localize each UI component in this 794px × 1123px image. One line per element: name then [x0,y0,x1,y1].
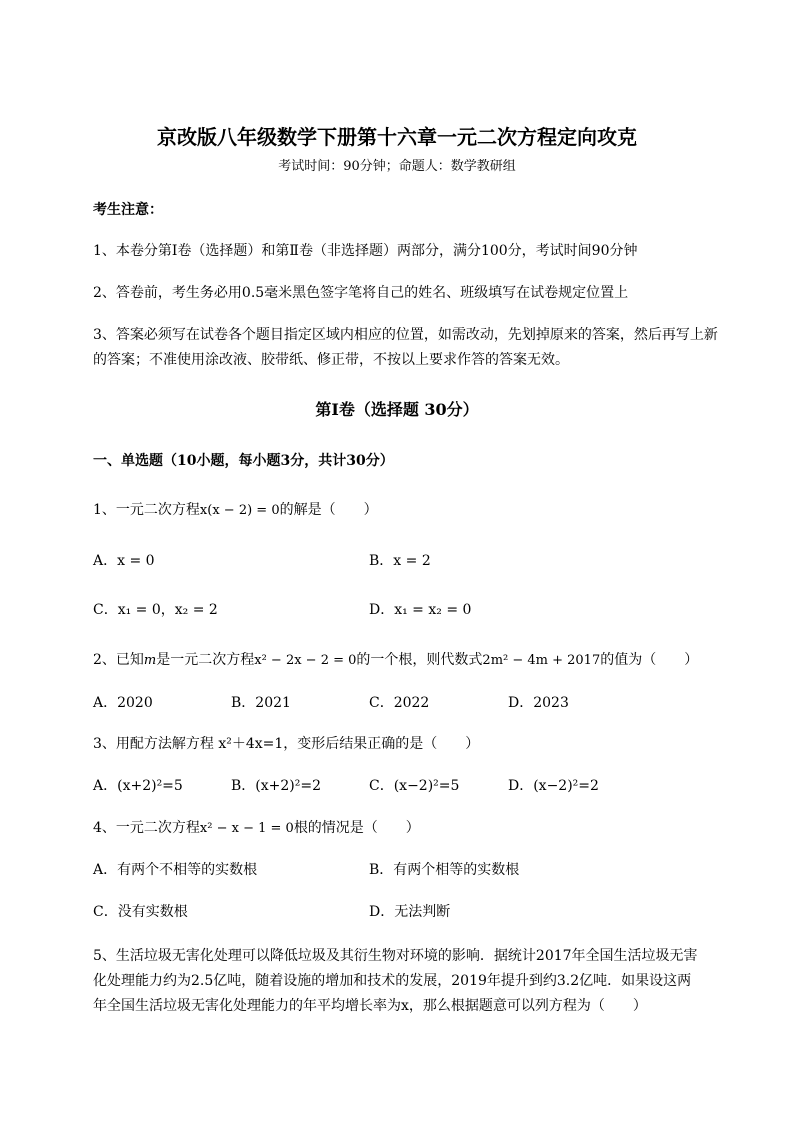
question-3-option-a: A．(x+2)²=5 [93,778,183,794]
question-4-option-b: B．有两个相等的实数根 [369,862,520,878]
question-2-option-c: C．2022 [369,695,430,711]
question-1-text-b: 的解是（ ） [279,502,378,518]
question-4-text-b: 根的情况是（ ） [293,820,420,836]
question-2-option-b: B．2021 [231,695,291,711]
notice-item-1: 1、本卷分第I卷（选择题）和第Ⅱ卷（非选择题）两部分，满分100分，考试时间90分钟 [93,243,638,259]
question-1-option-c: C．x₁ = 0，x₂ = 2 [93,602,218,618]
question-3-stem: 3、用配方法解方程 x²＋4x=1，变形后结果正确的是（ ） [93,736,480,752]
question-1-option-d: D．x₁ = x₂ = 0 [369,602,472,618]
question-2-stem [93,651,698,670]
question-1-stem [93,501,378,520]
question-1-text-a: 1、一元二次方程 [93,502,200,518]
notice-item-2: 2、答卷前，考生务必用0.5毫米黑色签字笔将自己的姓名、班级填写在试卷规定位置上 [93,285,629,301]
question-2-option-d: D．2023 [508,695,569,711]
notice-item-3-cont: 的答案；不准使用涂改液、胶带纸、修正带，不按以上要求作答的答案无效。 [93,352,569,368]
notice-item-3: 3、答案必须写在试卷各个题目指定区域内相应的位置，如需改动，先划掉原来的答案，然后再写上新 [93,327,718,343]
question-2-equation: x² − 2x − 2 = 0 [254,653,357,668]
question-4-equation: x² − x − 1 = 0 [199,821,294,836]
question-2-expression: 2m² − 4m + 2017 [482,653,601,668]
question-2-text-d: 的值为（ ） [600,652,699,668]
question-2-text-b: 是一元二次方程 [156,652,255,668]
exam-meta: 考试时间：90分钟；命题人：数学教研组 [278,159,516,174]
question-2-text-a: 2、已知 [93,652,144,668]
question-3-option-c: C．(x−2)²=5 [369,778,460,794]
question-4-option-c: C．没有实数根 [93,904,188,920]
question-5-line-2: 化处理能力约为2.5亿吨，随着设施的增加和技术的发展，2019年提升到约3.2亿吨．如果设这两 [93,973,692,989]
part-title: 一、单选题（10小题，每小题3分，共计30分） [93,453,394,469]
question-2-var-m: m [143,653,157,668]
question-3-option-d: D．(x−2)²=2 [508,778,599,794]
question-1-option-a: A．x = 0 [93,553,155,569]
question-4-option-d: D．无法判断 [369,904,451,920]
section-title: 第I卷（选择题 30分） [315,400,479,419]
question-3-option-b: B．(x+2)²=2 [231,778,321,794]
question-4-text-a: 4、一元二次方程 [93,820,200,836]
document-title: 京改版八年级数学下册第十六章一元二次方程定向攻克 [157,125,637,149]
question-4-stem [93,819,420,838]
question-5-line-3: 年全国生活垃圾无害化处理能力的年平均增长率为x，那么根据题意可以列方程为（ ） [93,998,647,1014]
question-5-line-1: 5、生活垃圾无害化处理可以降低垃圾及其衍生物对环境的影响．据统计2017年全国生活垃圾无害 [93,948,698,964]
question-4-option-a: A．有两个不相等的实数根 [93,862,258,878]
question-2-option-a: A．2020 [93,695,153,711]
question-1-option-b: B．x = 2 [369,553,431,569]
question-2-text-c: 的一个根，则代数式 [356,652,483,668]
question-1-equation: x(x − 2) = 0 [199,503,280,518]
notice-heading: 考生注意： [93,202,163,218]
